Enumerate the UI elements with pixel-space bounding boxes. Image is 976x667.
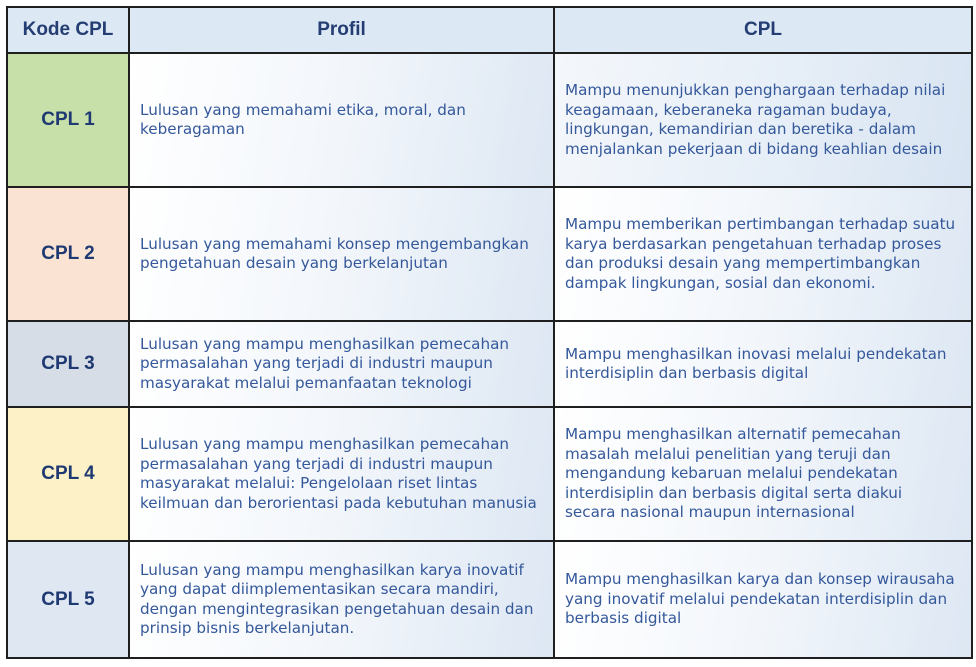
- table-row: [7, 541, 972, 658]
- table-row: [7, 321, 972, 407]
- header-cpl: CPL: [554, 7, 972, 53]
- profil-cell: Lulusan yang memahami etika, moral, dan keberagaman: [129, 53, 554, 187]
- profil-cell: Lulusan yang mampu menghasilkan pemecahan permasalahan yang terjadi di industri maupun masyarakat melalui pemanfaatan teknologi: [129, 321, 554, 407]
- cpl-description-cell: Mampu menghasilkan inovasi melalui pendekatan interdisiplin dan berbasis digital: [554, 321, 972, 407]
- cpl-description-cell: Mampu menunjukkan penghargaan terhadap nilai keagamaan, keberaneka ragaman budaya, lingkungan, kemandirian dan beretika - dalam menjalankan pekerjaan di bidang keahlian desain: [554, 53, 972, 187]
- header-profil: Profil: [129, 7, 554, 53]
- cpl-table: [6, 6, 973, 659]
- table-row: [7, 407, 972, 541]
- header-kode-cpl: Kode CPL: [7, 7, 129, 53]
- header-row: [7, 7, 972, 53]
- cpl-code-cell: CPL 2: [7, 187, 129, 321]
- table-row: [7, 53, 972, 187]
- cpl-code-cell: CPL 4: [7, 407, 129, 541]
- profil-cell: Lulusan yang memahami konsep mengembangkan pengetahuan desain yang berkelanjutan: [129, 187, 554, 321]
- cpl-description-cell: Mampu menghasilkan karya dan konsep wirausaha yang inovatif melalui pendekatan interdisiplin dan berbasis digital: [554, 541, 972, 658]
- cpl-code-cell: CPL 5: [7, 541, 129, 658]
- table-row: [7, 187, 972, 321]
- profil-cell: Lulusan yang mampu menghasilkan karya inovatif yang dapat diimplementasikan secara mandiri, dengan mengintegrasikan pengetahuan desain dan prinsip bisnis berkelanjutan.: [129, 541, 554, 658]
- cpl-code-cell: CPL 3: [7, 321, 129, 407]
- cpl-description-cell: Mampu memberikan pertimbangan terhadap suatu karya berdasarkan pengetahuan terhadap proses dan produksi desain yang mempertimbangkan dampak lingkungan, sosial dan ekonomi.: [554, 187, 972, 321]
- cpl-description-cell: Mampu menghasilkan alternatif pemecahan masalah melalui penelitian yang teruji dan mengandung kebaruan melalui pendekatan interdisiplin dan berbasis digital serta diakui secara nasional maupun internasional: [554, 407, 972, 541]
- cpl-code-cell: CPL 1: [7, 53, 129, 187]
- profil-cell: Lulusan yang mampu menghasilkan pemecahan permasalahan yang terjadi di industri maupun masyarakat melalui: Pengelolaan riset lintas keilmuan dan berorientasi pada kebutuhan manusia: [129, 407, 554, 541]
